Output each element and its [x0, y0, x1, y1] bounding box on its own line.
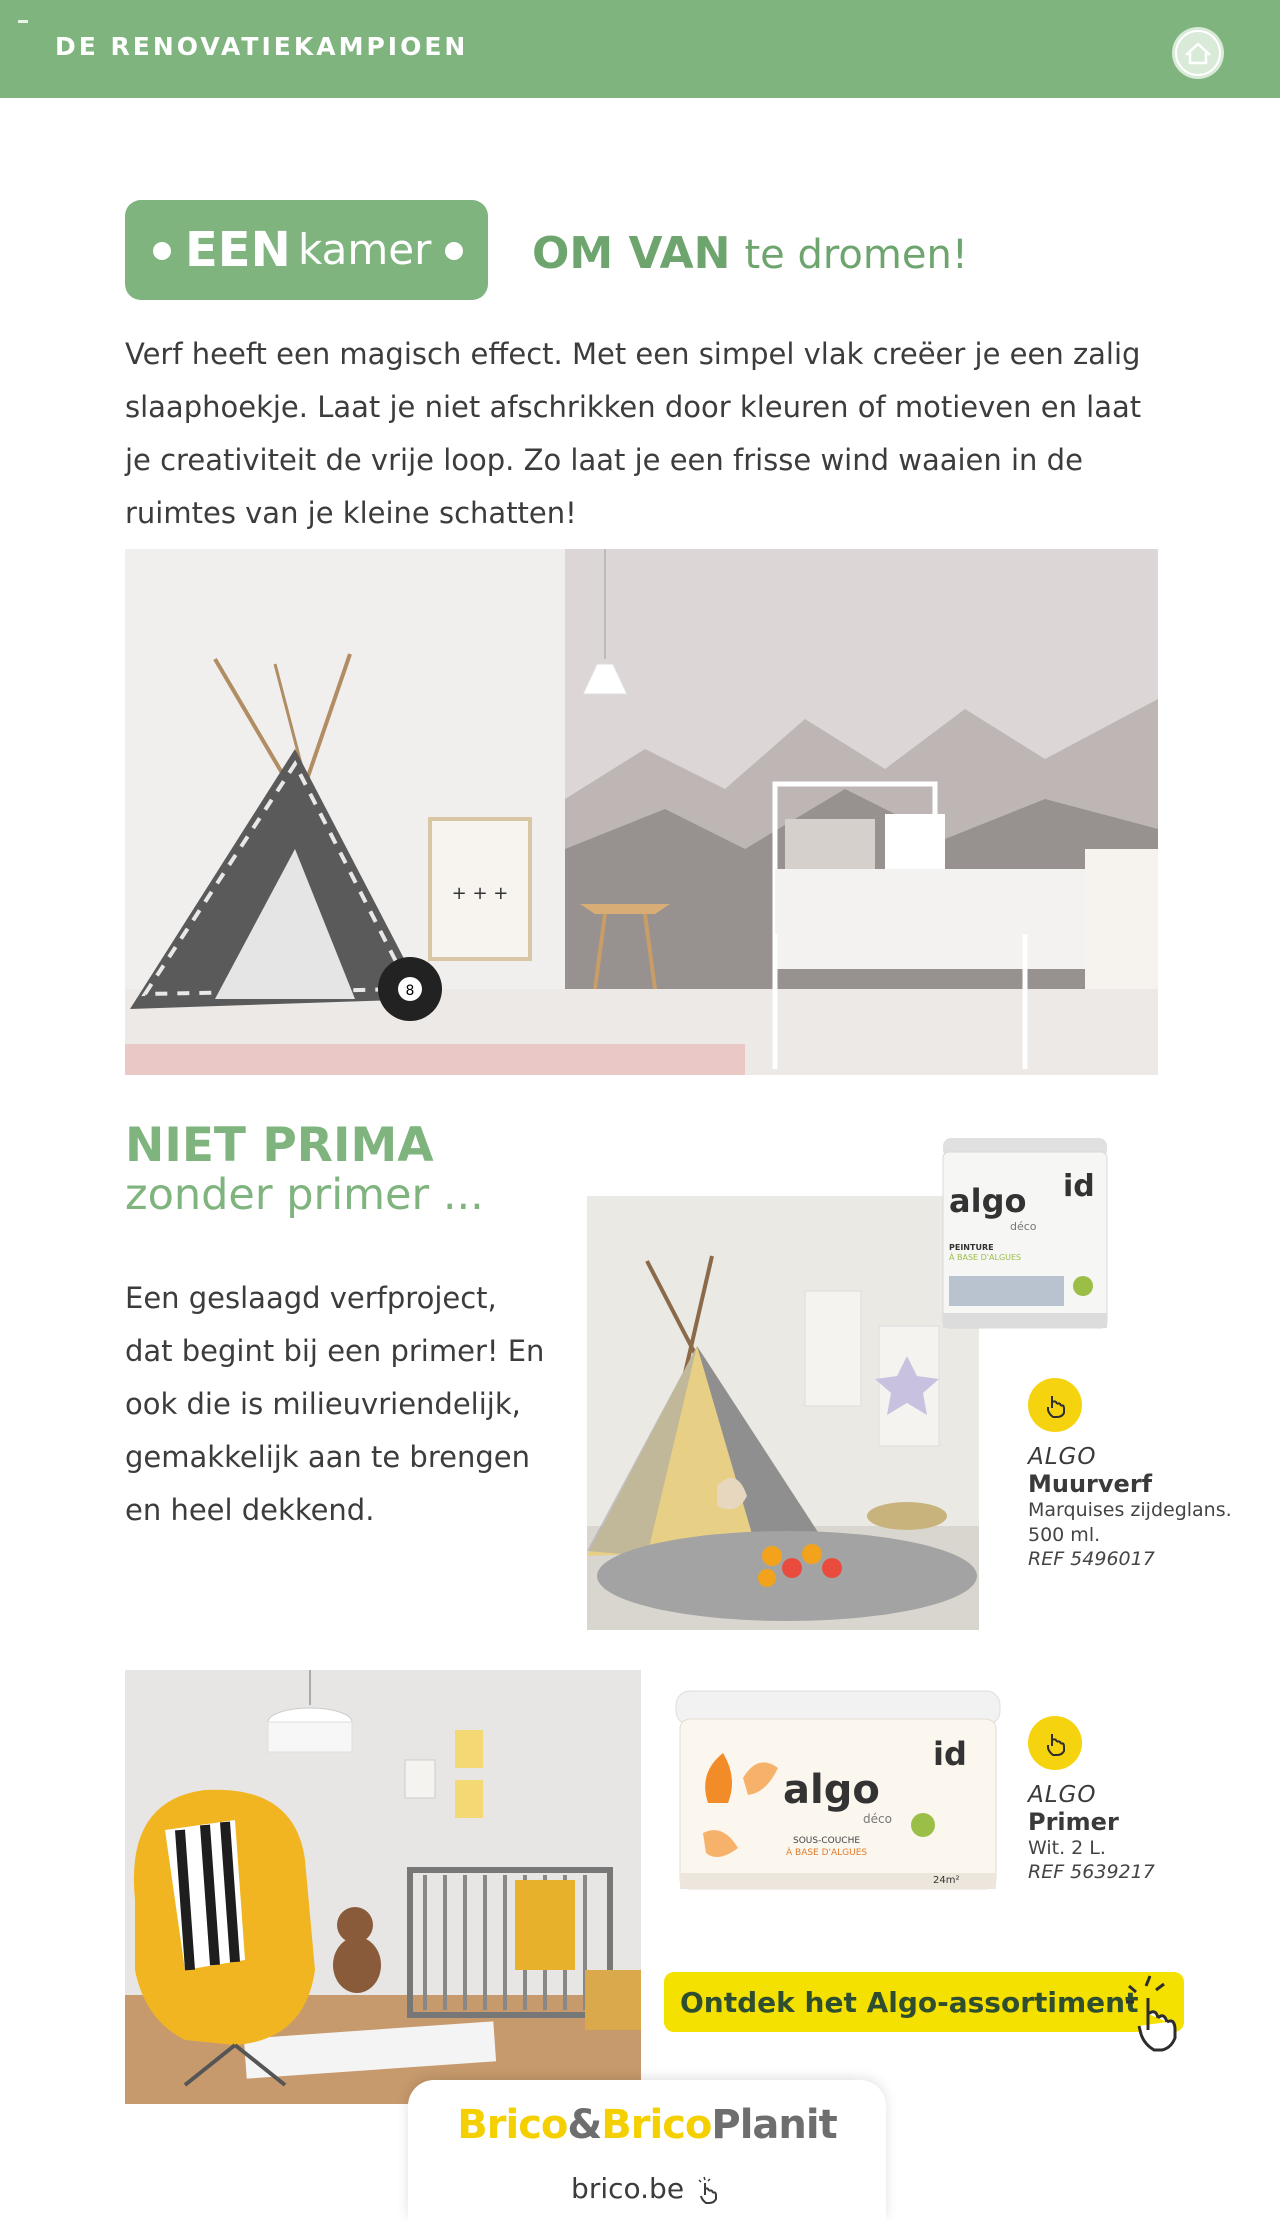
pill-dot-right — [445, 242, 463, 260]
headline — [532, 228, 968, 279]
algo-primer-tub-image — [668, 1683, 1008, 1903]
house-badge-icon — [1172, 27, 1224, 79]
can1-line2: À BASE D'ALGUES — [949, 1253, 1022, 1262]
section2-paragraph: Een geslaagd verfproject, dat begint bij een primer! En ook die is milieuvriendelijk, gemakkelijk aan te brengen en heel dekkend. — [125, 1281, 545, 1527]
can2-line1: SOUS-COUCHE — [793, 1836, 861, 1846]
brico-footer-tab[interactable] — [408, 2080, 886, 2220]
product-brand: ALGO — [1028, 1782, 1097, 1808]
tap-hand-icon — [693, 2175, 723, 2205]
cta-label: Ontdek het Algo-assortiment — [680, 1986, 1139, 2019]
product-name: Muurverf — [1028, 1470, 1153, 1498]
logo-brico: Brico — [457, 2102, 568, 2148]
logo-amp: & — [567, 2102, 602, 2148]
pill-word: kamer — [298, 225, 432, 274]
can1-sub: déco — [1010, 1220, 1037, 1233]
product-brand: ALGO — [1028, 1444, 1097, 1470]
algo-assortment-button[interactable] — [664, 1972, 1184, 2032]
logo-planit: Planit — [711, 2102, 837, 2148]
can1-id: id — [1063, 1169, 1095, 1204]
can2-coverage: 24m² — [933, 1875, 960, 1886]
plus-poster — [430, 819, 530, 959]
headline-strong: OM VAN — [532, 228, 731, 279]
pointer-hand-icon — [1124, 1972, 1194, 2062]
nursery-image — [125, 1670, 641, 2104]
brico-url-link[interactable] — [408, 2172, 886, 2205]
product-desc: Marquises zijdeglans. — [1028, 1499, 1232, 1521]
menu-marker — [18, 20, 28, 23]
can1-line1: PEINTURE — [949, 1243, 994, 1252]
intro-paragraph: Verf heeft een magisch effect. Met een simpel vlak creëer je een zalig slaaphoekje. Laat je niet afschrikken door kleuren of motieven en laat je creativiteit de vrije loop. Zo laat je een frisse wind waaien in de ruimtes van je kleine schatten! — [125, 337, 1142, 530]
product-desc: Wit. 2 L. — [1028, 1837, 1106, 1859]
section2-heading: NIET PRIMA — [125, 1118, 434, 1173]
tap-hand-icon[interactable] — [1028, 1716, 1082, 1770]
product-ref: REF 5496017 — [1028, 1548, 1155, 1570]
pill-strong: EEN — [185, 222, 291, 278]
algo-wallpaint-can-image — [935, 1128, 1115, 1338]
can2-brand: algo — [783, 1767, 880, 1813]
brico-logo — [408, 2102, 886, 2148]
tent-play-corner-image — [587, 1196, 979, 1630]
url-text: brico.be — [571, 2172, 685, 2205]
headline-rest: te dromen! — [744, 232, 968, 278]
can2-sub: déco — [863, 1812, 892, 1826]
banner-title: DE RENOVATIEKAMPIOEN — [55, 32, 469, 61]
ball-number: 8 — [405, 983, 415, 999]
title-pill — [125, 200, 488, 300]
product-info-primer — [1028, 1716, 1155, 1883]
product-info-muurverf — [1028, 1378, 1232, 1570]
can2-id: id — [933, 1735, 967, 1773]
can2-line2: À BASE D'ALGUES — [786, 1848, 868, 1858]
product-ref: REF 5639217 — [1028, 1861, 1155, 1883]
top-banner — [0, 0, 1280, 98]
svg-text:+ + +: + + + — [451, 883, 509, 904]
product-name: Primer — [1028, 1808, 1119, 1836]
can1-brand: algo — [949, 1182, 1027, 1220]
hero-kids-room-image — [125, 549, 1158, 1075]
pill-dot-left — [153, 242, 171, 260]
tap-hand-icon[interactable] — [1028, 1378, 1082, 1432]
logo-brico-2: Brico — [601, 2102, 712, 2148]
product-size: 500 ml. — [1028, 1524, 1101, 1546]
section2-subheading: zonder primer ... — [125, 1170, 484, 1220]
